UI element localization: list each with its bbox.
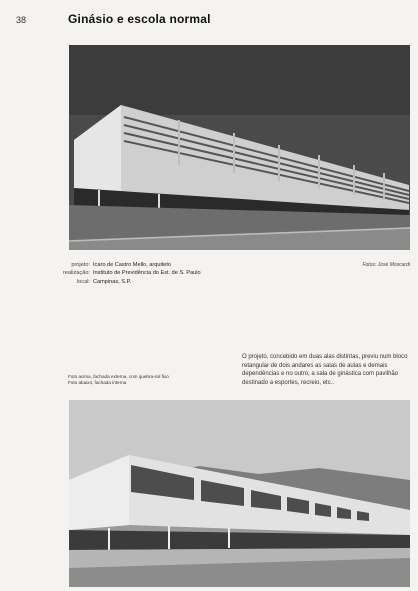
credit-label: local:: [76, 278, 90, 285]
page-title: Ginásio e escola normal: [68, 12, 211, 26]
credit-label: realização:: [62, 270, 90, 277]
photo-internal-facade: [69, 400, 410, 587]
photo-captions: [68, 374, 228, 386]
credit-row-local: [38, 278, 201, 286]
credit-value: Campinas, S.P.: [93, 278, 132, 285]
credit-value: Icaro de Castro Mello, arquiteto: [93, 262, 172, 268]
caption-top-photo: Foto acima, fachada externa, com quebra-sol fixo: [68, 374, 169, 379]
caption-bottom-photo: Foto abaixo, fachada interna: [68, 380, 127, 385]
page-number: 38: [16, 15, 27, 25]
credit-label: projeto:: [71, 262, 90, 268]
photo-external-facade: [69, 45, 410, 250]
credit-value: Instituto de Previdência do Est. de S. Paulo: [93, 270, 201, 277]
description-paragraph: O projeto, concebido em duas alas distintas, previu num bloco retangular de dois andares as salas de aulas e demais dependências e no outro, a sala de ginástica com pavilhão destinado a esportes, recreio, etc..: [242, 354, 408, 386]
credits-block: [38, 261, 201, 286]
credit-row-projeto: [38, 261, 201, 269]
photo-credit: Fotos: José Moscardi: [362, 262, 410, 268]
credit-row-realizacao: [38, 269, 201, 277]
